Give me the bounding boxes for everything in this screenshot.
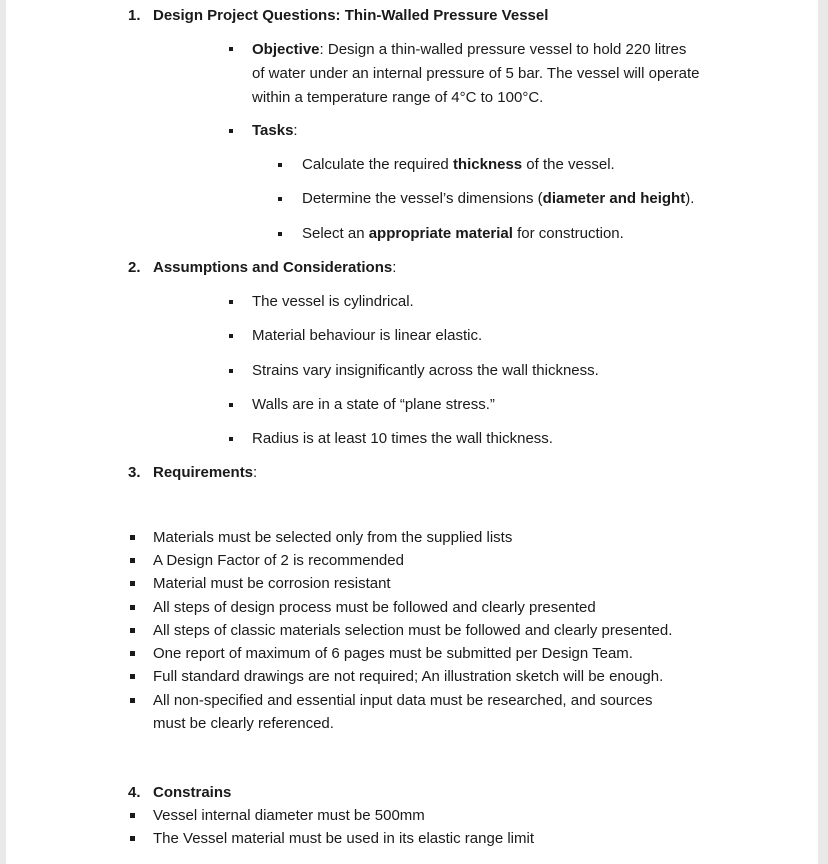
bullet-marker: [130, 674, 135, 679]
constraint-item: The Vessel material must be used in its elastic range limit: [153, 830, 534, 847]
bullet-marker: [229, 129, 233, 133]
assumption-item: Walls are in a state of “plane stress.”: [252, 396, 495, 413]
section-4-title: Constrains: [153, 784, 232, 801]
objective-line-2: of water under an internal pressure of 5 bar. The vessel will operate: [252, 65, 700, 82]
assumption-item: Radius is at least 10 times the wall thickness.: [252, 430, 553, 447]
task-3-bold: appropriate material: [368, 225, 513, 242]
task-1-pre: Calculate the required: [302, 156, 453, 173]
section-2-heading: [153, 259, 396, 277]
bullet-marker: [229, 369, 233, 373]
section-2-number: 2.: [128, 259, 141, 276]
bullet-marker: [229, 47, 233, 51]
task-3-pre: Select an: [302, 225, 369, 242]
requirement-item: All steps of classic materials selection must be followed and clearly presented.: [153, 622, 673, 639]
requirement-item: One report of maximum of 6 pages must be submitted per Design Team.: [153, 645, 633, 662]
requirement-item: Full standard drawings are not required; An illustration sketch will be enough.: [153, 668, 664, 685]
section-3-heading: [153, 464, 257, 482]
task-2-pre: Determine the vessel’s dimensions (: [302, 190, 543, 207]
requirement-item: Materials must be selected only from the supplied lists: [153, 529, 513, 546]
task-2-bold: diameter and height: [542, 190, 686, 207]
bullet-marker: [130, 581, 135, 586]
section-3-colon: :: [253, 464, 258, 481]
section-1-title: Design Project Questions: Thin-Walled Pressure Vessel: [153, 7, 549, 24]
requirement-item: Material must be corrosion resistant: [153, 575, 391, 592]
bullet-marker: [130, 651, 135, 656]
objective-text-1: : Design a thin-walled pressure vessel to hold 220 litres: [319, 41, 687, 58]
requirement-item: All steps of design process must be followed and clearly presented: [153, 599, 596, 616]
section-4-number: 4.: [128, 784, 141, 801]
requirement-item: A Design Factor of 2 is recommended: [153, 552, 404, 569]
task-3: [302, 225, 624, 243]
task-2: [302, 190, 694, 208]
bullet-marker: [278, 163, 282, 167]
bullet-marker: [229, 300, 233, 304]
requirement-item: All non-specified and essential input data must be researched, and sources: [153, 692, 653, 709]
objective-line-3: within a temperature range of 4°C to 100°C.: [252, 89, 544, 106]
bullet-marker: [130, 558, 135, 563]
tasks-label: Tasks: [252, 122, 294, 139]
bullet-marker: [229, 437, 233, 441]
bullet-marker: [278, 232, 282, 236]
section-2-colon: :: [392, 259, 397, 276]
tasks-colon: :: [293, 122, 298, 139]
objective-line-1: [252, 41, 686, 59]
document-page: [6, 0, 818, 864]
task-1: [302, 156, 615, 174]
task-3-post: for construction.: [512, 225, 624, 242]
bullet-marker: [130, 535, 135, 540]
task-1-post: of the vessel.: [522, 156, 615, 173]
bullet-marker: [130, 836, 135, 841]
bullet-marker: [278, 197, 282, 201]
section-2-title: Assumptions and Considerations: [153, 259, 393, 276]
section-3-number: 3.: [128, 464, 141, 481]
bullet-marker: [229, 334, 233, 338]
task-1-bold: thickness: [452, 156, 523, 173]
tasks-heading: [252, 122, 298, 140]
task-2-post: ).: [685, 190, 695, 207]
assumption-item: The vessel is cylindrical.: [252, 293, 414, 310]
assumption-item: Material behaviour is linear elastic.: [252, 327, 483, 344]
constraint-item: Vessel internal diameter must be 500mm: [153, 807, 425, 824]
section-3-title: Requirements: [153, 464, 254, 481]
bullet-marker: [130, 813, 135, 818]
bullet-marker: [229, 403, 233, 407]
assumption-item: Strains vary insignificantly across the wall thickness.: [252, 362, 599, 379]
bullet-marker: [130, 628, 135, 633]
bullet-marker: [130, 605, 135, 610]
objective-label: Objective: [252, 41, 320, 58]
bullet-marker: [130, 698, 135, 703]
requirement-item-continuation: must be clearly referenced.: [153, 715, 334, 732]
section-1-number: 1.: [128, 7, 141, 24]
